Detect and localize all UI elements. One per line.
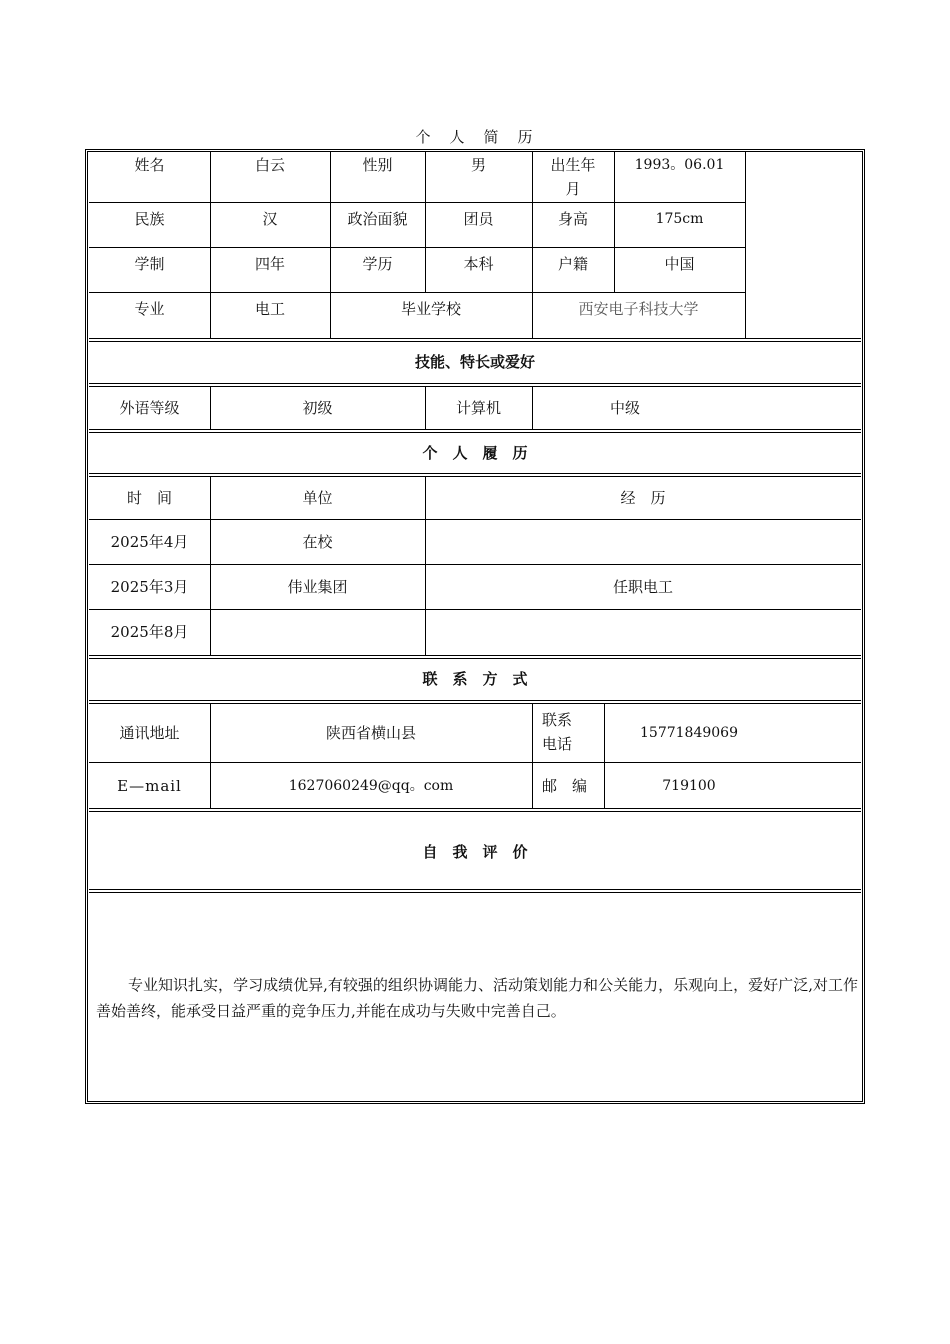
section-divider [89, 338, 861, 342]
section-divider [89, 655, 861, 659]
label-hukou: 户籍 [557, 255, 588, 273]
value-school: 西安电子科技大学 [578, 300, 699, 318]
history-row-time: 2025年8月 [110, 623, 189, 641]
grid-line [89, 519, 861, 520]
history-row-experience: 任职电工 [612, 578, 673, 596]
grid-line [89, 247, 745, 248]
label-education: 学历 [362, 255, 393, 273]
value-birth: 1993。06.01 [634, 157, 725, 173]
section-divider [89, 700, 861, 704]
grid-line [89, 762, 861, 763]
value-politics: 团员 [463, 210, 494, 228]
label-phone: 联系电话 [542, 711, 573, 753]
label-foreign-language: 外语等级 [119, 399, 180, 417]
label-ethnicity: 民族 [134, 210, 165, 228]
value-computer: 中级 [609, 399, 640, 417]
value-foreign-language: 初级 [302, 399, 333, 417]
label-politics: 政治面貌 [347, 210, 408, 228]
self-eval-heading: 自 我 评 价 [422, 843, 528, 861]
value-height: 175cm [655, 211, 704, 227]
contact-heading: 联 系 方 式 [422, 670, 528, 688]
value-email: 1627060249@qq。com [288, 778, 454, 794]
value-zip: 719100 [662, 778, 716, 794]
grid-line [89, 202, 745, 203]
value-address: 陕西省横山县 [325, 724, 416, 742]
label-name: 姓名 [134, 156, 165, 174]
history-col-time: 时 间 [126, 489, 172, 507]
history-col-experience: 经 历 [620, 489, 666, 507]
value-ethnicity: 汉 [262, 210, 278, 228]
section-divider [89, 889, 861, 893]
section-divider [89, 429, 861, 433]
history-row-unit: 伟业集团 [287, 578, 348, 596]
grid-line [532, 704, 533, 808]
label-schooling: 学制 [134, 255, 165, 273]
grid-line [89, 564, 861, 565]
history-heading: 个 人 履 历 [422, 444, 528, 462]
section-divider [89, 473, 861, 477]
label-address: 通讯地址 [119, 724, 180, 742]
section-divider [89, 383, 861, 387]
label-height: 身高 [557, 210, 588, 228]
label-zip: 邮 编 [542, 777, 588, 795]
value-gender: 男 [470, 156, 486, 174]
value-hukou: 中国 [664, 255, 695, 273]
value-major: 电工 [254, 300, 285, 318]
history-row-unit: 在校 [302, 533, 333, 551]
label-email: E—mail [117, 777, 182, 795]
history-row-time: 2025年3月 [110, 578, 189, 596]
history-row-time: 2025年4月 [110, 533, 189, 551]
value-education: 本科 [463, 255, 494, 273]
section-divider [89, 808, 861, 812]
label-school: 毕业学校 [400, 300, 461, 318]
value-schooling: 四年 [254, 255, 285, 273]
grid-line [89, 292, 745, 293]
grid-line [89, 609, 861, 610]
label-birth: 出生年月 [550, 156, 596, 198]
page-title: 个 人 简 历 [415, 128, 535, 146]
label-major: 专业 [134, 300, 165, 318]
value-phone: 15771849069 [640, 725, 738, 741]
value-name: 白云 [254, 156, 285, 174]
label-computer: 计算机 [455, 399, 501, 417]
grid-line [745, 152, 746, 338]
skills-heading: 技能、特长或爱好 [414, 353, 535, 371]
history-col-unit: 单位 [302, 489, 333, 507]
label-gender: 性别 [362, 156, 393, 174]
self-eval-text: 专业知识扎实，学习成绩优异,有较强的组织协调能力、活动策划能力和公关能力，乐观向上，爱好广泛,对工作善始善终，能承受日益严重的竞争压力,并能在成功与失败中完善自己。 [96, 976, 858, 1020]
